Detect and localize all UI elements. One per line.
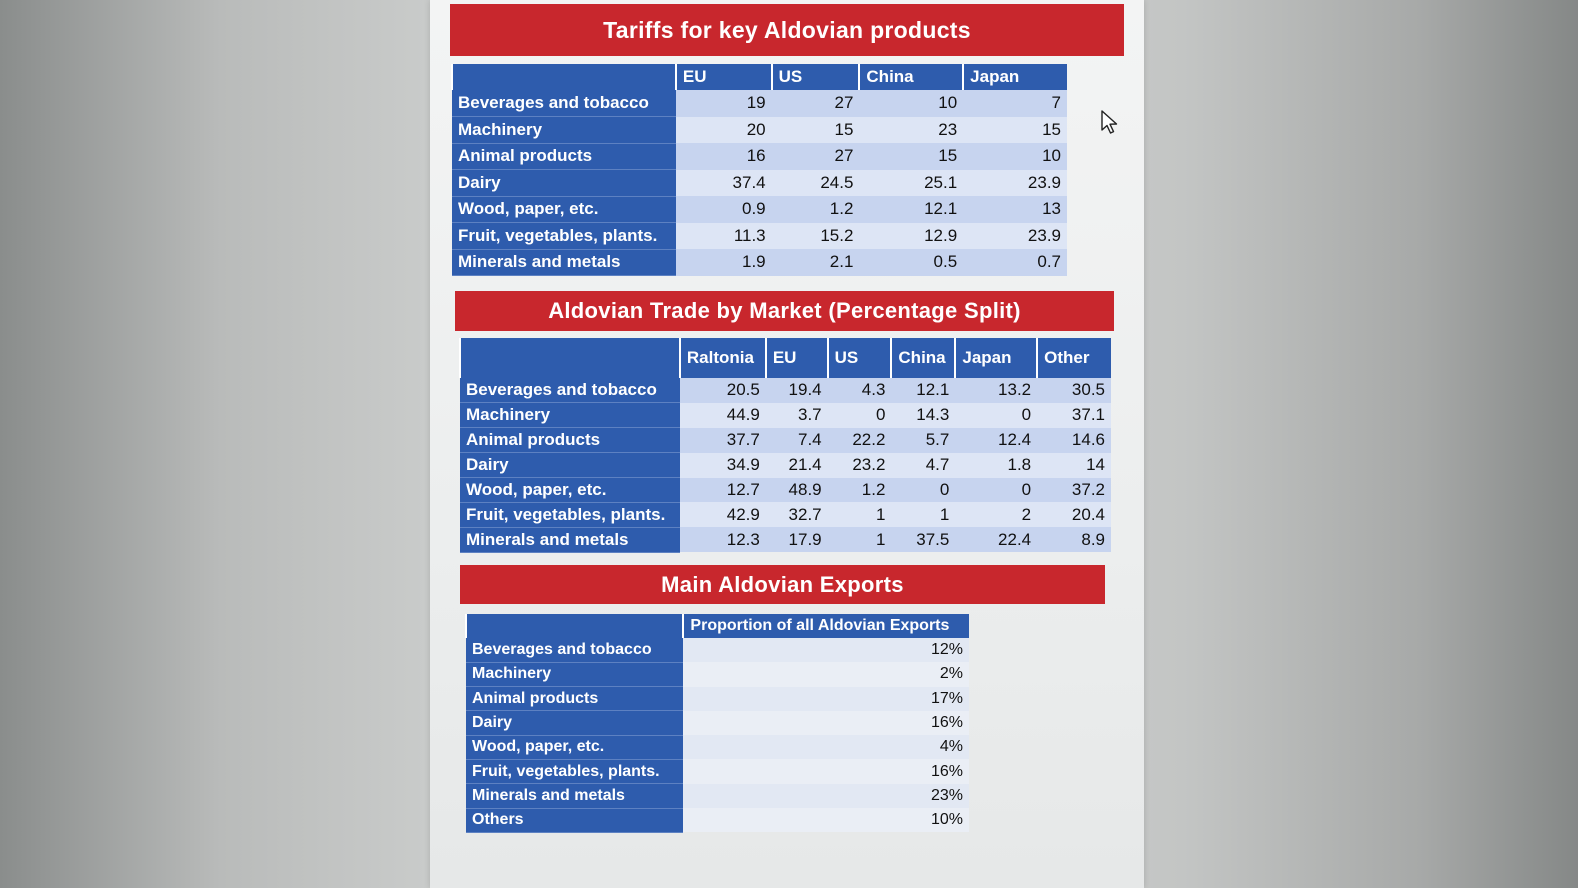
exports-table (465, 614, 969, 833)
table-row (466, 808, 969, 832)
table-cell: 12.3 (680, 527, 766, 552)
table-cell: 8.9 (1037, 527, 1111, 552)
row-label: Wood, paper, etc. (452, 196, 676, 223)
col-header: US (828, 338, 892, 378)
table-row (466, 735, 969, 759)
row-label: Fruit, vegetables, plants. (466, 759, 683, 783)
table-cell: 19.4 (766, 378, 828, 403)
table-cell: 12.1 (859, 196, 963, 223)
row-label: Minerals and metals (460, 527, 680, 552)
row-label: Wood, paper, etc. (460, 478, 680, 503)
table-row (452, 143, 1067, 170)
row-label: Machinery (452, 117, 676, 144)
col-header: Japan (955, 338, 1037, 378)
table-cell: 2 (955, 502, 1037, 527)
table-cell: 5.7 (891, 428, 955, 453)
table-cell: 37.5 (891, 527, 955, 552)
table-row (466, 711, 969, 735)
row-label: Animal products (452, 143, 676, 170)
table-cell: 48.9 (766, 478, 828, 503)
row-label: Animal products (466, 687, 683, 711)
table-cell: 23.2 (828, 453, 892, 478)
col-header: Proportion of all Aldovian Exports (683, 614, 969, 638)
table-cell: 0 (828, 403, 892, 428)
col-header: EU (766, 338, 828, 378)
row-label: Wood, paper, etc. (466, 735, 683, 759)
table-cell: 17.9 (766, 527, 828, 552)
table-row (460, 403, 1111, 428)
header-corner (466, 614, 683, 638)
table-cell: 37.1 (1037, 403, 1111, 428)
col-header: US (772, 64, 860, 90)
table-cell: 20 (676, 117, 772, 144)
col-header: Other (1037, 338, 1111, 378)
table-cell: 22.2 (828, 428, 892, 453)
table-cell: 14 (1037, 453, 1111, 478)
table-cell: 23 (859, 117, 963, 144)
table-cell: 1.8 (955, 453, 1037, 478)
table-cell: 10 (859, 90, 963, 117)
table-row (460, 478, 1111, 503)
tariffs-body (452, 90, 1067, 276)
table-cell: 25.1 (859, 170, 963, 197)
row-label: Fruit, vegetables, plants. (452, 223, 676, 250)
table-cell: 32.7 (766, 502, 828, 527)
table-cell: 44.9 (680, 403, 766, 428)
table-cell: 14.6 (1037, 428, 1111, 453)
table-cell: 12.7 (680, 478, 766, 503)
table-cell: 2.1 (772, 249, 860, 276)
table-cell: 1 (828, 502, 892, 527)
table-cell: 0.5 (859, 249, 963, 276)
col-header: Japan (963, 64, 1067, 90)
row-label: Others (466, 808, 683, 832)
table-cell: 4.3 (828, 378, 892, 403)
tariffs-table (451, 64, 1067, 276)
row-label: Minerals and metals (466, 784, 683, 808)
col-header: EU (676, 64, 772, 90)
table-row (452, 117, 1067, 144)
table-row (466, 687, 969, 711)
table-cell: 0 (891, 478, 955, 503)
row-label: Fruit, vegetables, plants. (460, 502, 680, 527)
trade-body (460, 378, 1111, 552)
table-cell: 37.2 (1037, 478, 1111, 503)
table-cell: 27 (772, 90, 860, 117)
table-cell: 15.2 (772, 223, 860, 250)
table-row (466, 759, 969, 783)
table-cell: 1.2 (772, 196, 860, 223)
table-cell: 13.2 (955, 378, 1037, 403)
table-row (452, 223, 1067, 250)
table-cell: 15 (963, 117, 1067, 144)
tariffs-header-row (452, 64, 1067, 90)
col-header: China (891, 338, 955, 378)
table-row (460, 502, 1111, 527)
table-row (460, 378, 1111, 403)
table-cell: 20.4 (1037, 502, 1111, 527)
table-cell: 37.7 (680, 428, 766, 453)
row-label: Animal products (460, 428, 680, 453)
table-cell: 15 (859, 143, 963, 170)
table-cell: 7 (963, 90, 1067, 117)
table-cell: 12.4 (955, 428, 1037, 453)
row-label: Dairy (460, 453, 680, 478)
table-cell: 19 (676, 90, 772, 117)
table-row (460, 453, 1111, 478)
table-cell: 12.9 (859, 223, 963, 250)
header-corner (452, 64, 676, 90)
row-label: Beverages and tobacco (466, 638, 683, 662)
table-cell: 0.9 (676, 196, 772, 223)
table-row (460, 527, 1111, 552)
row-label: Beverages and tobacco (452, 90, 676, 117)
table-row (466, 662, 969, 686)
table-cell: 1 (891, 502, 955, 527)
table-cell: 22.4 (955, 527, 1037, 552)
table-cell: 4% (683, 735, 969, 759)
table-cell: 4.7 (891, 453, 955, 478)
exports-body (466, 638, 969, 832)
table-cell: 16% (683, 711, 969, 735)
row-label: Machinery (460, 403, 680, 428)
table-cell: 23% (683, 784, 969, 808)
table-cell: 0 (955, 478, 1037, 503)
trade-title: Aldovian Trade by Market (Percentage Split) (455, 291, 1114, 331)
table-cell: 1.2 (828, 478, 892, 503)
table-cell: 0 (955, 403, 1037, 428)
table-cell: 10 (963, 143, 1067, 170)
row-label: Dairy (466, 711, 683, 735)
table-row (452, 90, 1067, 117)
table-cell: 17% (683, 687, 969, 711)
col-header: Raltonia (680, 338, 766, 378)
table-cell: 30.5 (1037, 378, 1111, 403)
table-cell: 16% (683, 759, 969, 783)
col-header: China (859, 64, 963, 90)
table-cell: 21.4 (766, 453, 828, 478)
table-cell: 15 (772, 117, 860, 144)
trade-header-row (460, 338, 1111, 378)
table-cell: 12.1 (891, 378, 955, 403)
table-row (452, 196, 1067, 223)
table-cell: 42.9 (680, 502, 766, 527)
exports-header-row (466, 614, 969, 638)
row-label: Dairy (452, 170, 676, 197)
table-cell: 2% (683, 662, 969, 686)
table-cell: 12% (683, 638, 969, 662)
table-cell: 1 (828, 527, 892, 552)
header-corner (460, 338, 680, 378)
table-row (466, 638, 969, 662)
trade-table (459, 338, 1111, 553)
table-row (452, 249, 1067, 276)
table-row (452, 170, 1067, 197)
table-cell: 13 (963, 196, 1067, 223)
table-cell: 0.7 (963, 249, 1067, 276)
table-row (460, 428, 1111, 453)
row-label: Machinery (466, 662, 683, 686)
mouse-pointer-icon (1100, 110, 1120, 136)
table-cell: 37.4 (676, 170, 772, 197)
table-cell: 23.9 (963, 170, 1067, 197)
table-cell: 7.4 (766, 428, 828, 453)
row-label: Beverages and tobacco (460, 378, 680, 403)
tariffs-title: Tariffs for key Aldovian products (450, 4, 1124, 56)
table-cell: 3.7 (766, 403, 828, 428)
table-cell: 24.5 (772, 170, 860, 197)
table-cell: 23.9 (963, 223, 1067, 250)
table-cell: 1.9 (676, 249, 772, 276)
table-row (466, 784, 969, 808)
table-cell: 34.9 (680, 453, 766, 478)
table-cell: 11.3 (676, 223, 772, 250)
table-cell: 27 (772, 143, 860, 170)
exports-title: Main Aldovian Exports (460, 565, 1105, 604)
table-cell: 10% (683, 808, 969, 832)
table-cell: 20.5 (680, 378, 766, 403)
table-cell: 14.3 (891, 403, 955, 428)
row-label: Minerals and metals (452, 249, 676, 276)
table-cell: 16 (676, 143, 772, 170)
